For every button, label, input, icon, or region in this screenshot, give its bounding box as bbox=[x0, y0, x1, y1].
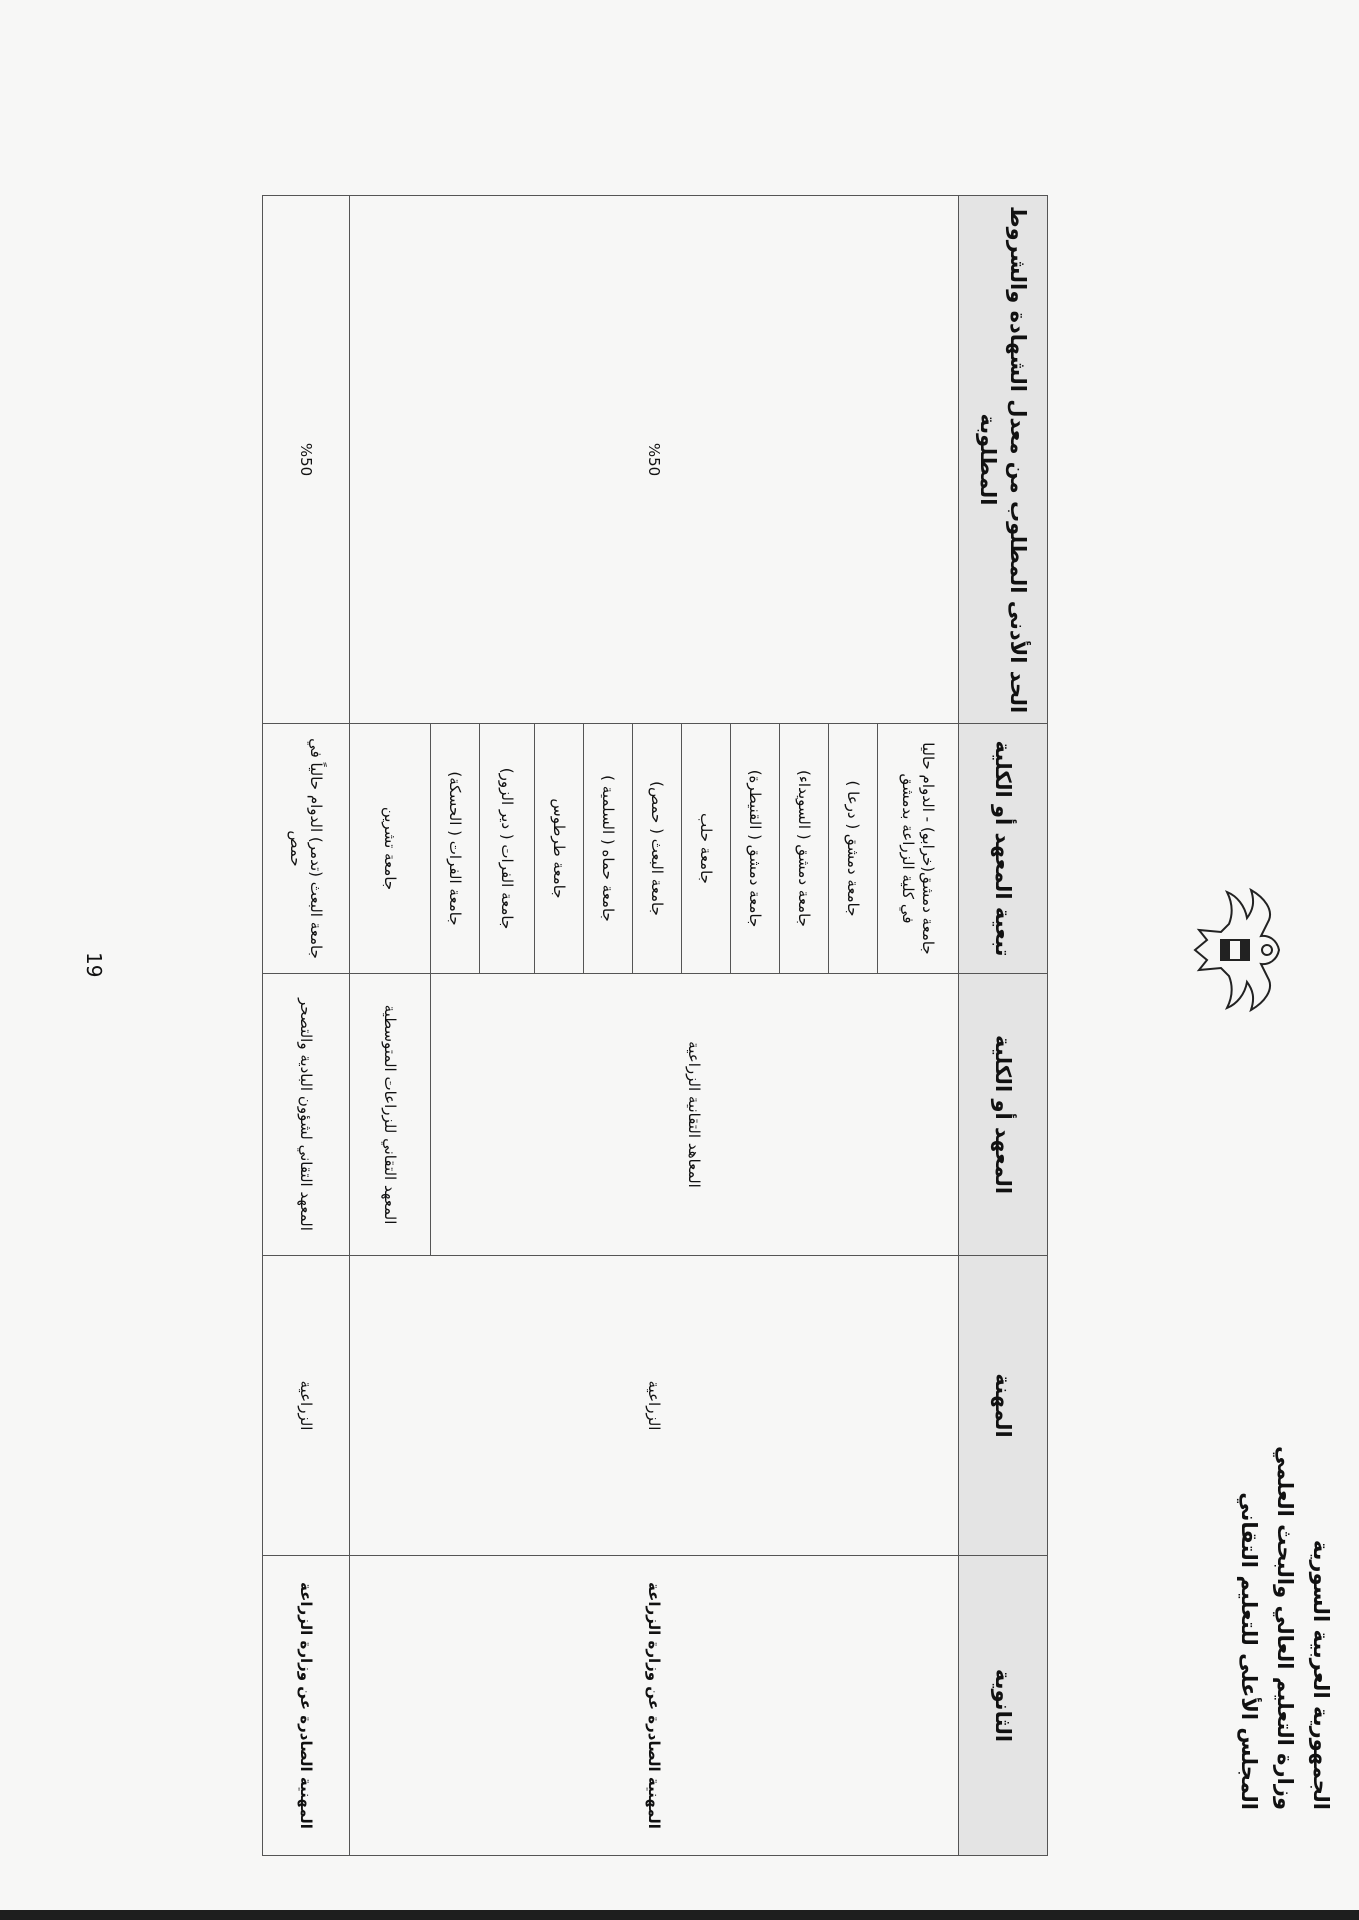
header-profession: المهنة bbox=[959, 1256, 1048, 1556]
page-number: 19 bbox=[82, 952, 106, 978]
admission-table bbox=[262, 195, 1048, 1856]
affiliation-cell: جامعة دمشق ( السويداء) bbox=[780, 724, 829, 974]
header-ministry: وزارة التعليم العالي والبحث العلمي bbox=[1273, 1445, 1297, 1810]
table-row bbox=[263, 196, 350, 1856]
group1-secondary: المهنية الصادرة عن وزارة الزراعة bbox=[350, 1556, 959, 1856]
affiliation-cell: جامعة الفرات ( دير الزور) bbox=[480, 724, 535, 974]
group1-min-rate: %50 bbox=[350, 196, 959, 724]
table-row bbox=[878, 196, 959, 1856]
affiliation-cell: جامعة البعث ( حمص) bbox=[633, 724, 682, 974]
header-min-rate: الحد الأدنى المطلوب من معدل الشهادة والشروط المطلوبة bbox=[959, 196, 1048, 724]
header-institute: المعهد أو الكلية bbox=[959, 974, 1048, 1256]
letterhead bbox=[1231, 1446, 1339, 1810]
group2-min-rate: %50 bbox=[263, 196, 350, 724]
group1-institute: المعاهد التقانية الزراعية bbox=[431, 974, 959, 1256]
table-header-row bbox=[959, 196, 1048, 1856]
group1-profession: الزراعية bbox=[350, 1256, 959, 1556]
affiliation-cell: جامعة حلب bbox=[682, 724, 731, 974]
group1-institute2: المعهد التقاني للزراعات المتوسطية bbox=[350, 974, 431, 1256]
group2-affiliation: جامعة البعث (تدمر) الدوام حالياً في حمص bbox=[263, 724, 350, 974]
affiliation-cell: جامعة الفرات ( الحسكة) bbox=[431, 724, 480, 974]
affiliation-cell: جامعة طرطوس bbox=[535, 724, 584, 974]
group2-profession: الزراعية bbox=[263, 1256, 350, 1556]
scan-edge-strip bbox=[0, 1910, 1359, 1920]
header-country: الجمهورية العربية السورية bbox=[1309, 1539, 1333, 1810]
affiliation-cell: جامعة حماه ( السلمية ) bbox=[584, 724, 633, 974]
affiliation-cell: جامعة دمشق(خرابو) - الدوام حاليا في كلية الزراعة بدمشق bbox=[878, 724, 959, 974]
affiliation-cell: جامعة تشرين bbox=[350, 724, 431, 974]
header-affiliation: تبعية المعهد أو الكلية bbox=[959, 724, 1048, 974]
header-council: المجلس الأعلى للتعليم التقاني bbox=[1237, 1492, 1261, 1810]
group2-secondary: المهنية الصادرة عن وزارة الزراعة bbox=[263, 1556, 350, 1856]
group2-institute: المعهد التقاني لشؤون البادية والتصحر bbox=[263, 974, 350, 1256]
affiliation-cell: جامعة دمشق ( القنيطرة) bbox=[731, 724, 780, 974]
header-secondary: الثانوية bbox=[959, 1556, 1048, 1856]
emblem-eagle-icon bbox=[1179, 880, 1299, 1020]
affiliation-cell: جامعة دمشق ( درعا ) bbox=[829, 724, 878, 974]
